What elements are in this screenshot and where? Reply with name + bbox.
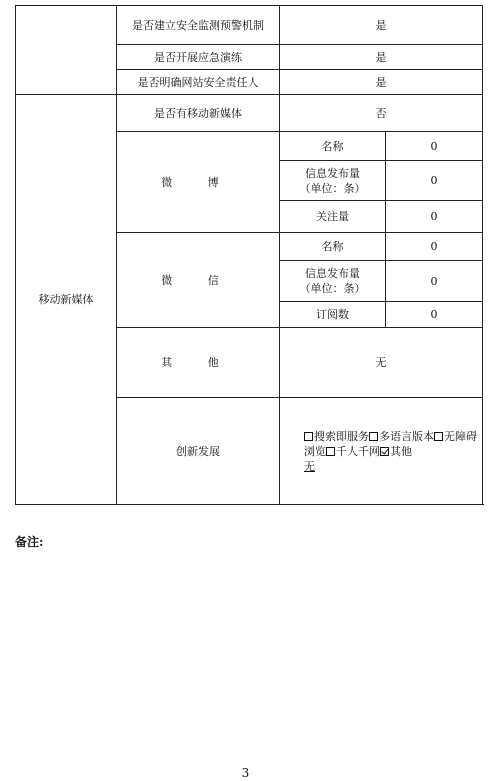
- option-multilingual[interactable]: 多语言版本: [369, 430, 434, 443]
- weibo-followers-label: 关注量: [280, 201, 386, 233]
- checkbox-icon[interactable]: [369, 432, 378, 441]
- security-responsible-value: 是: [280, 70, 483, 95]
- wechat-name-value: 0: [386, 233, 483, 261]
- security-section-cell: [16, 6, 117, 95]
- weibo-posts-label: [280, 161, 386, 201]
- wechat-subscribers-value: 0: [386, 302, 483, 328]
- innovation-options-line: [304, 429, 482, 459]
- wechat-posts-label: [280, 261, 386, 302]
- checkbox-icon[interactable]: [326, 447, 335, 456]
- weibo-followers-value: 0: [386, 201, 483, 233]
- weibo-posts-value: 0: [386, 161, 483, 201]
- option-personalized[interactable]: 千人千网: [326, 445, 380, 458]
- report-table: [15, 5, 483, 505]
- option-search-as-service[interactable]: 搜索即服务: [304, 430, 369, 443]
- wechat-posts-label-line2: （单位：条）: [299, 282, 366, 295]
- weibo-name-value: 0: [386, 132, 483, 161]
- other-media-value: 无: [280, 328, 483, 398]
- weibo-posts-label-line2: （单位：条）: [299, 181, 366, 195]
- wechat-posts-label-line1: 信息发布量: [305, 267, 360, 280]
- checkbox-icon[interactable]: [304, 432, 313, 441]
- warning-mechanism-label: 是否建立安全监测预警机制: [117, 6, 280, 45]
- option-accessibility[interactable]: 无障碍浏览: [304, 429, 477, 458]
- checkbox-checked-icon[interactable]: [380, 447, 389, 456]
- innovation-options-cell: [280, 398, 483, 505]
- page-number: 3: [241, 766, 250, 780]
- innovation-other-value: 无: [304, 459, 315, 473]
- wechat-posts-value: 0: [386, 261, 483, 302]
- checkbox-icon[interactable]: [434, 432, 443, 441]
- weibo-posts-label-line1: 信息发布量: [305, 166, 360, 180]
- weibo-name-label: 名称: [280, 132, 386, 161]
- security-responsible-label: 是否明确网站安全责任人: [117, 70, 280, 95]
- note-label: 备注:: [15, 535, 44, 549]
- wechat-subscribers-label: 订阅数: [280, 302, 386, 328]
- wechat-label: 微 信: [117, 233, 280, 328]
- weibo-label: 微 博: [117, 132, 280, 233]
- warning-mechanism-value: 是: [280, 6, 483, 45]
- emergency-drill-label: 是否开展应急演练: [117, 45, 280, 70]
- option-other[interactable]: 其他: [380, 445, 412, 458]
- innovation-section-label: 创新发展: [117, 398, 280, 505]
- has-mobile-media-value: 否: [280, 95, 483, 132]
- emergency-drill-value: 是: [280, 45, 483, 70]
- wechat-name-label: 名称: [280, 233, 386, 261]
- has-mobile-media-label: 是否有移动新媒体: [117, 95, 280, 132]
- other-media-label: 其 他: [117, 328, 280, 398]
- mobile-media-section-label: 移动新媒体: [16, 95, 117, 505]
